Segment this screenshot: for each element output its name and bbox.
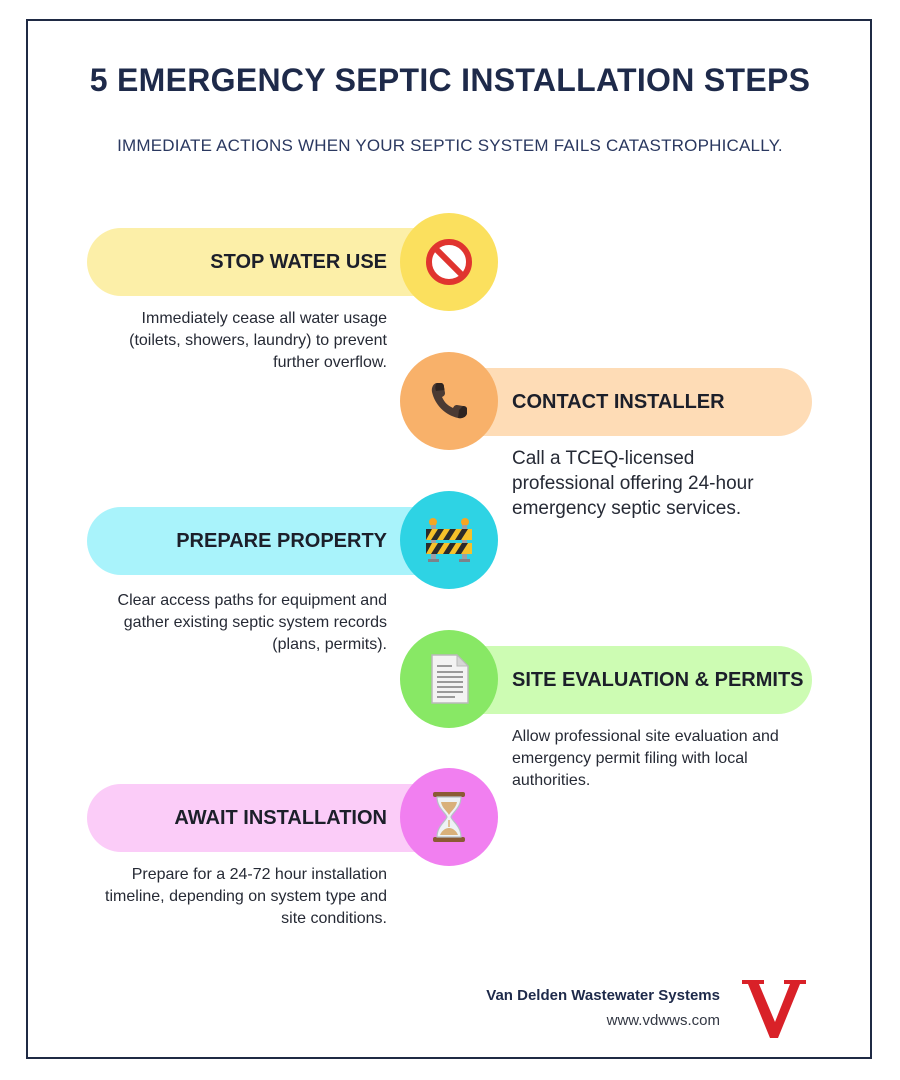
step-1-label: STOP WATER USE bbox=[210, 250, 387, 273]
page-title: 5 EMERGENCY SEPTIC INSTALLATION STEPS bbox=[89, 62, 811, 98]
step-2-label: CONTACT INSTALLER bbox=[512, 390, 725, 413]
step-4-label: SITE EVALUATION & PERMITS bbox=[512, 668, 804, 691]
company-logo bbox=[740, 976, 808, 1042]
step-5-label: AWAIT INSTALLATION bbox=[174, 806, 387, 829]
step-4-description: Allow professional site evaluation and emergency permit filing with local authorities. bbox=[512, 728, 779, 789]
no-entry-icon bbox=[424, 237, 474, 287]
step-3-icon-circle bbox=[400, 491, 498, 589]
step-3-description: Clear access paths for equipment and gather existing septic system records (plans, permits). bbox=[117, 592, 387, 653]
construction-barrier-icon bbox=[422, 513, 476, 567]
step-1-pill bbox=[87, 228, 447, 296]
company-url[interactable]: www.vdwws.com bbox=[606, 1012, 720, 1029]
telephone-icon bbox=[425, 377, 473, 425]
step-4-icon-circle bbox=[400, 630, 498, 728]
page-subtitle: IMMEDIATE ACTIONS WHEN YOUR SEPTIC SYSTEM FAILS CATASTROPHICALLY. bbox=[117, 136, 783, 155]
step-2-icon-circle bbox=[400, 352, 498, 450]
step-5-pill bbox=[87, 784, 447, 852]
step-5-icon-circle bbox=[400, 768, 498, 866]
company-name: Van Delden Wastewater Systems bbox=[486, 987, 720, 1004]
step-1-description: Immediately cease all water usage (toilets, showers, laundry) to prevent further overflow. bbox=[129, 310, 387, 371]
step-5-description: Prepare for a 24-72 hour installation timeline, depending on system type and site conditions. bbox=[105, 866, 387, 927]
document-icon bbox=[424, 652, 474, 706]
step-2-description: Call a TCEQ-licensed professional offering 24-hour emergency septic services. bbox=[512, 448, 754, 519]
step-1-icon-circle bbox=[400, 213, 498, 311]
step-3-label: PREPARE PROPERTY bbox=[176, 529, 387, 552]
step-3-pill bbox=[87, 507, 447, 575]
hourglass-icon bbox=[429, 790, 469, 844]
